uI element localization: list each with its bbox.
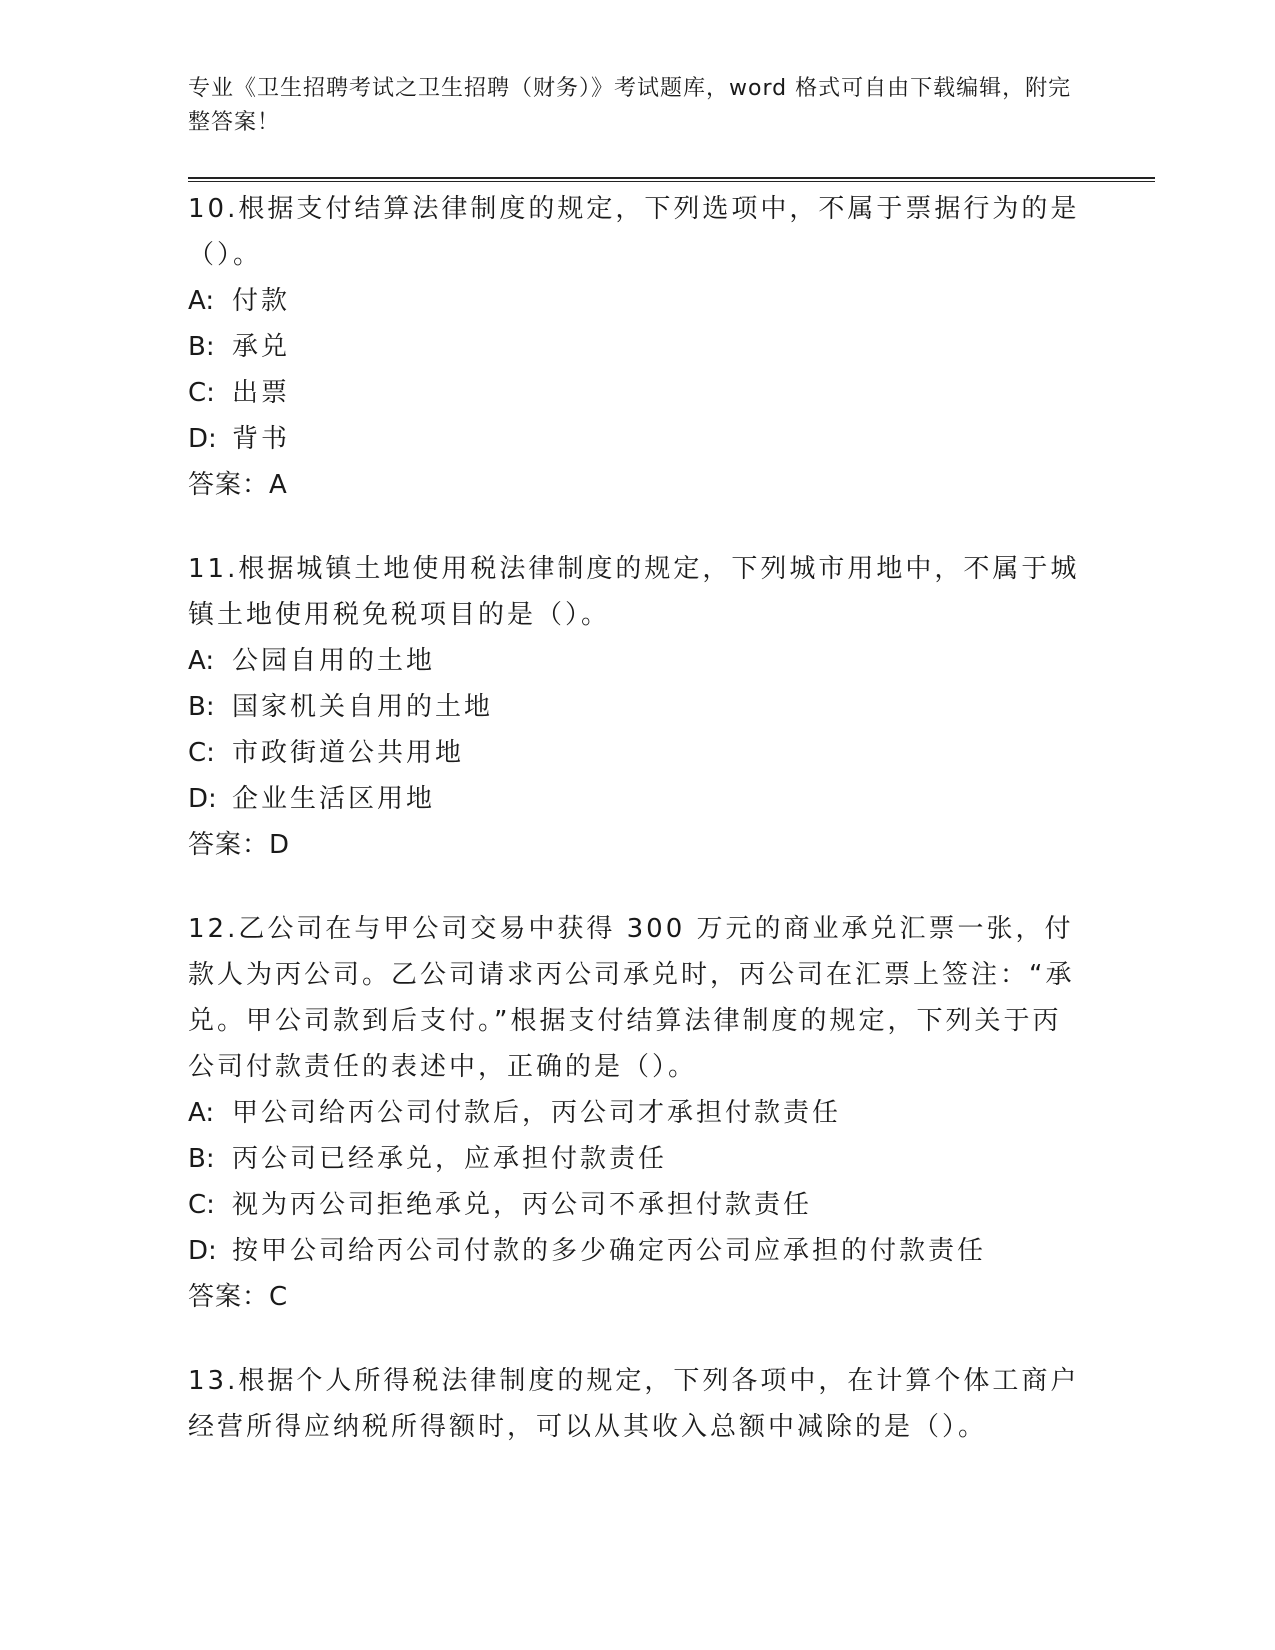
header-divider — [188, 177, 1155, 182]
option-letter: C: — [188, 1190, 215, 1220]
option-text: 付款 — [232, 286, 291, 316]
answer-text: 答案：D — [188, 830, 291, 860]
option-text: 市政街道公共用地 — [232, 738, 465, 768]
option-text: 承兑 — [232, 332, 291, 362]
answer-text: 答案：C — [188, 1282, 289, 1312]
question-list — [188, 186, 1088, 1488]
option-text: 背书 — [232, 424, 291, 454]
option-text: 出票 — [232, 378, 291, 408]
question-text: 10.根据支付结算法律制度的规定，下列选项中，不属于票据行为的是（）。 — [188, 194, 1080, 270]
option-d — [188, 776, 1088, 822]
option-text: 甲公司给丙公司付款后，丙公司才承担付款责任 — [232, 1098, 842, 1128]
option-c — [188, 370, 1088, 416]
option-text: 按甲公司给丙公司付款的多少确定丙公司应承担的付款责任 — [232, 1236, 987, 1266]
question-11 — [188, 546, 1088, 868]
option-text: 企业生活区用地 — [232, 784, 436, 814]
option-d — [188, 1228, 1088, 1274]
question-12 — [188, 906, 1088, 1320]
option-d — [188, 416, 1088, 462]
option-letter: B: — [188, 692, 215, 722]
option-letter: A: — [188, 646, 215, 676]
option-letter: A: — [188, 286, 215, 316]
question-text: 12.乙公司在与甲公司交易中获得 300 万元的商业承兑汇票一张，付款人为丙公司。乙公司请求丙公司承兑时，丙公司在汇票上签注：“承兑。甲公司款到后支付。”根据支付结算法律制度的规定，下列关于丙公司付款责任的表述中，正确的是（）。 — [188, 914, 1075, 1082]
option-letter: C: — [188, 738, 215, 768]
question-10 — [188, 186, 1088, 508]
option-text: 公园自用的土地 — [232, 646, 436, 676]
option-letter: B: — [188, 332, 215, 362]
option-text: 国家机关自用的土地 — [232, 692, 494, 722]
question-text: 11.根据城镇土地使用税法律制度的规定，下列城市用地中，不属于城镇土地使用税免税项目的是（）。 — [188, 554, 1080, 630]
option-b — [188, 324, 1088, 370]
option-letter: C: — [188, 378, 215, 408]
question-13 — [188, 1358, 1088, 1450]
option-b — [188, 1136, 1088, 1182]
option-c — [188, 1182, 1088, 1228]
option-a — [188, 638, 1088, 684]
option-c — [188, 730, 1088, 776]
header-intro-text: 专业《卫生招聘考试之卫生招聘（财务）》考试题库，word 格式可自由下载编辑，附完整答案！ — [188, 76, 1072, 135]
option-a — [188, 278, 1088, 324]
option-text: 丙公司已经承兑，应承担付款责任 — [232, 1144, 668, 1174]
option-letter: D: — [188, 424, 217, 454]
option-letter: A: — [188, 1098, 215, 1128]
option-letter: D: — [188, 1236, 217, 1266]
document-header — [188, 72, 1088, 140]
question-text: 13.根据个人所得税法律制度的规定，下列各项中，在计算个体工商户经营所得应纳税所得额时，可以从其收入总额中减除的是（）。 — [188, 1366, 1080, 1442]
option-b — [188, 684, 1088, 730]
option-letter: D: — [188, 784, 217, 814]
option-text: 视为丙公司拒绝承兑，丙公司不承担付款责任 — [232, 1190, 813, 1220]
option-a — [188, 1090, 1088, 1136]
option-letter: B: — [188, 1144, 215, 1174]
answer-text: 答案：A — [188, 470, 288, 500]
